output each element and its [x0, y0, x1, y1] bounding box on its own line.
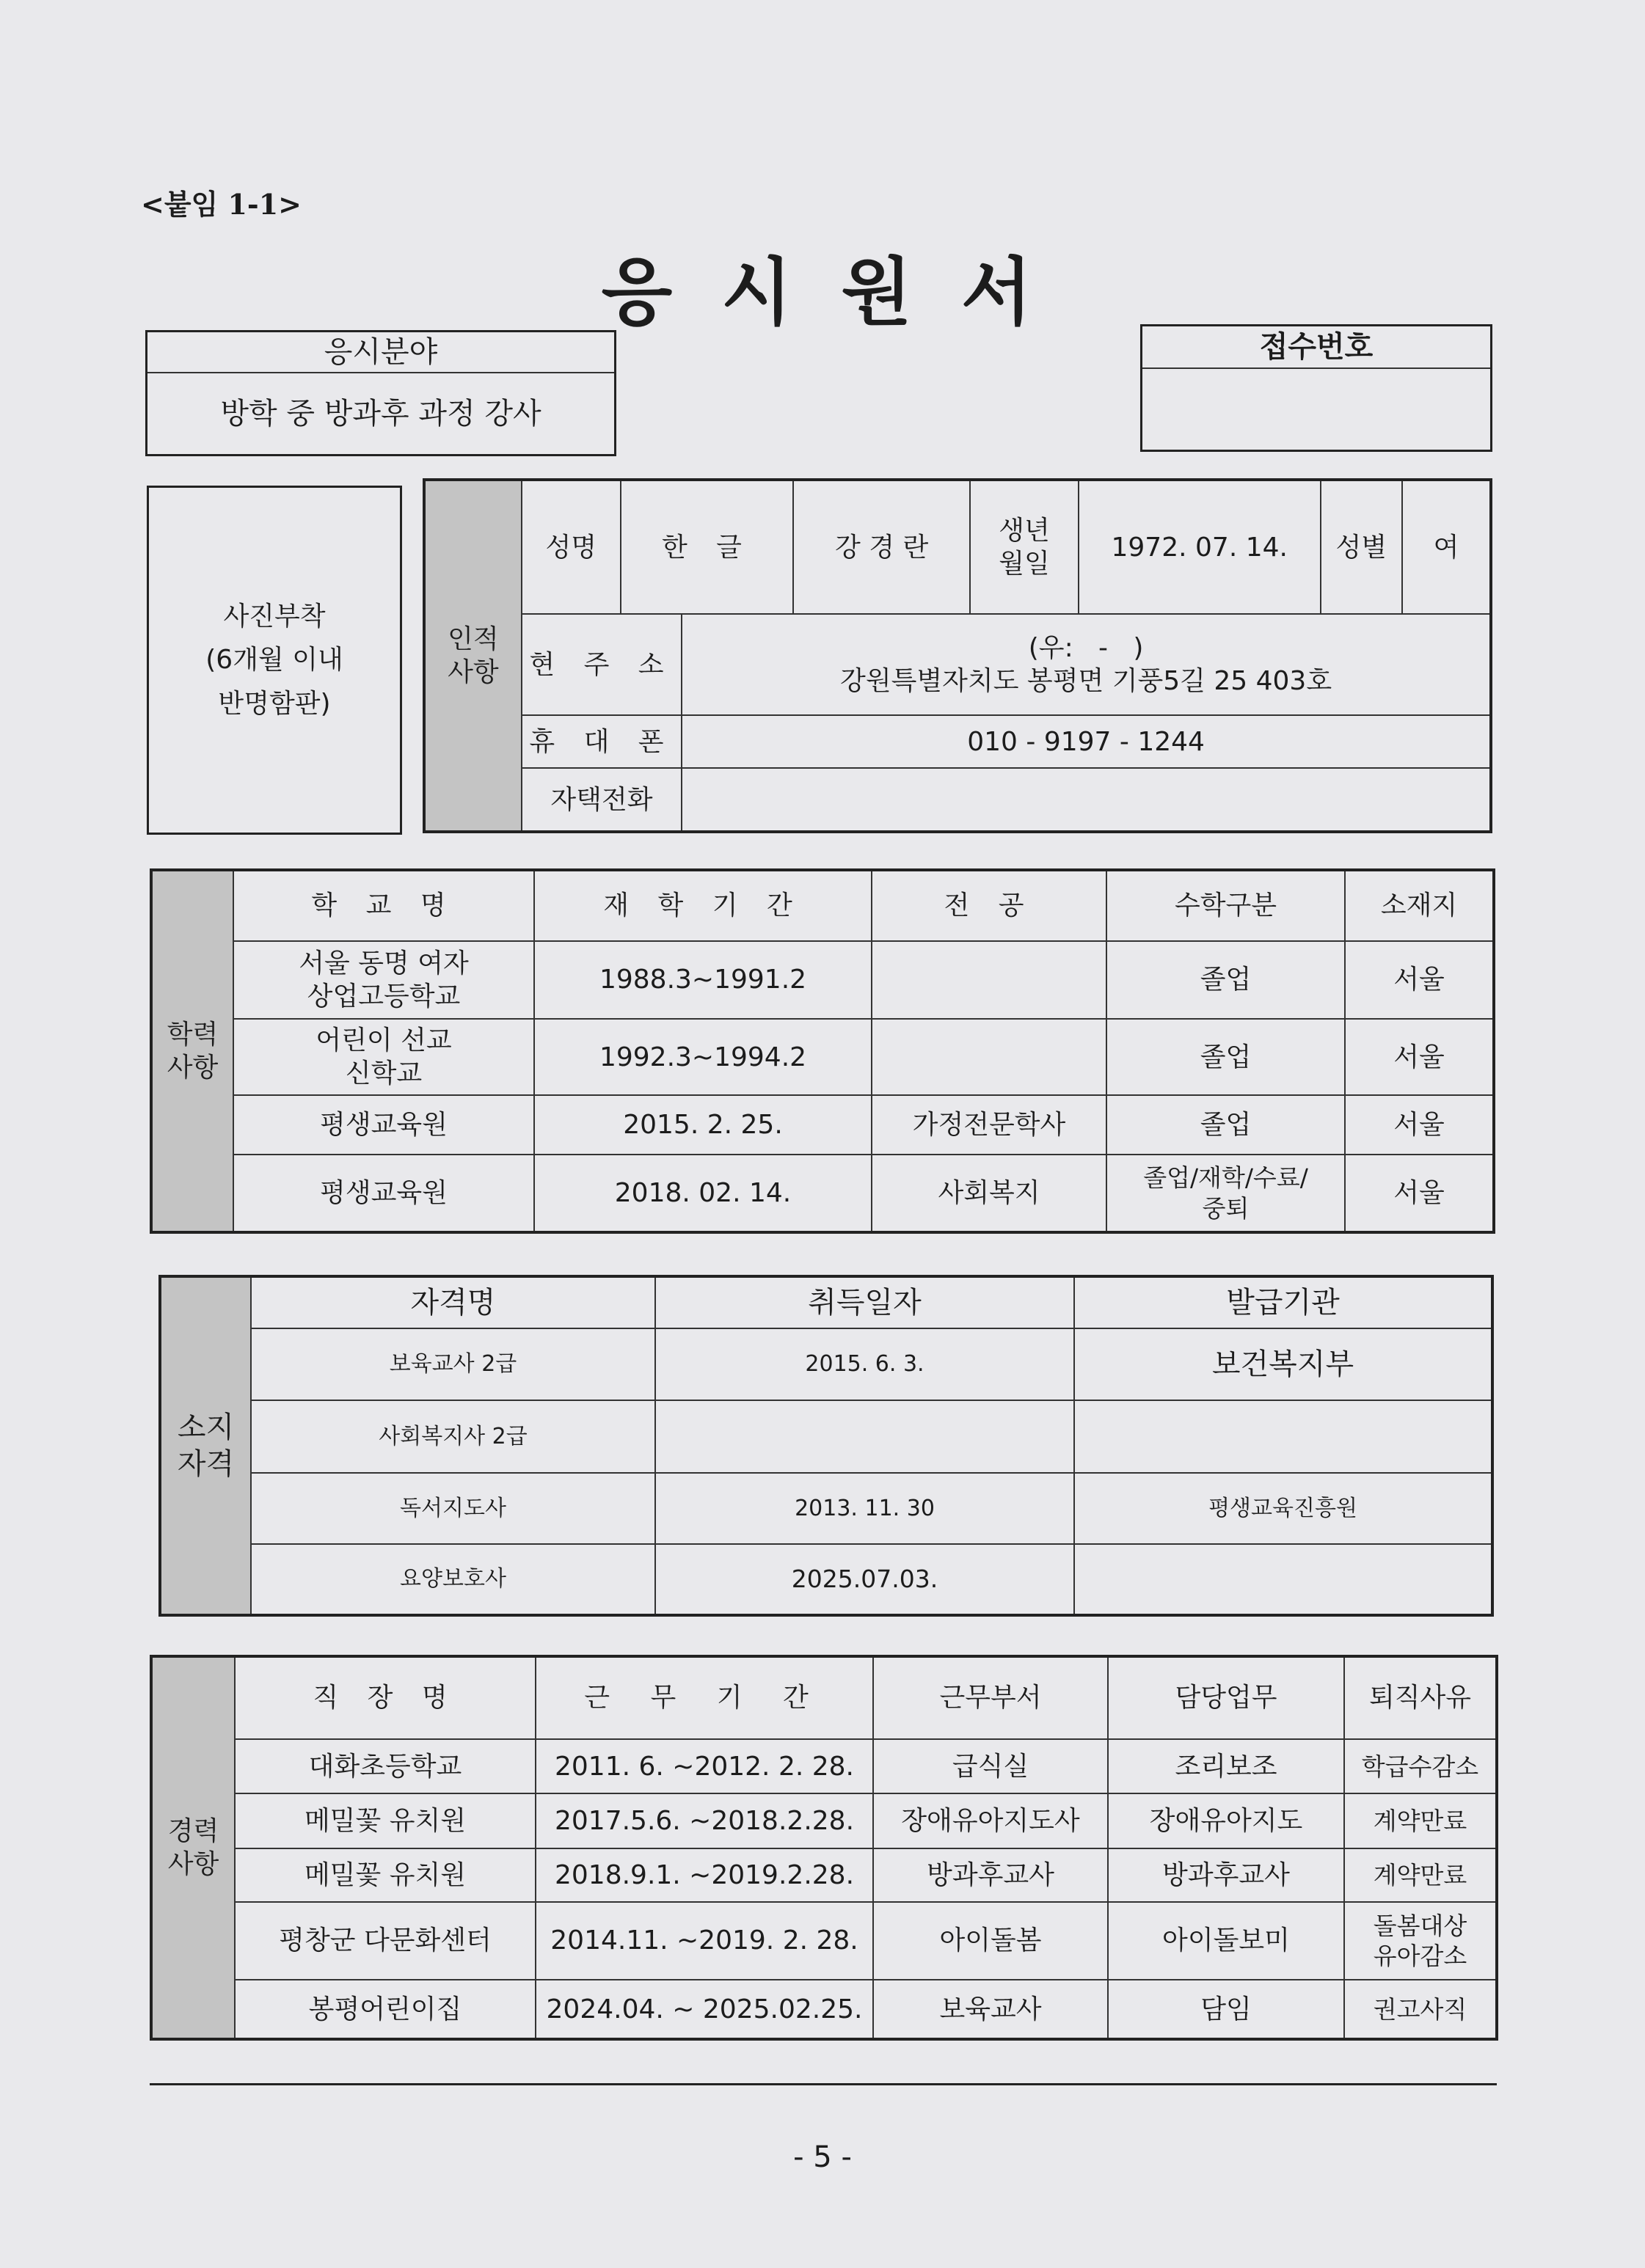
hangul-label: 한 글 — [621, 480, 794, 614]
career-header: 근 무 기 간 — [536, 1656, 873, 1739]
work-department: 방과후교사 — [873, 1848, 1108, 1902]
study-period: 2015. 2. 25. — [534, 1095, 872, 1155]
education-section-label: 학력 사항 — [151, 870, 233, 1232]
study-period: 1992.3~1994.2 — [534, 1019, 872, 1096]
work-period: 2014.11. ~2019. 2. 28. — [536, 1902, 873, 1980]
study-status: 졸업 — [1106, 1095, 1345, 1155]
education-table — [150, 868, 1495, 1234]
career-table — [150, 1655, 1498, 2041]
work-duty: 아이돌보미 — [1108, 1902, 1344, 1980]
license-date — [655, 1400, 1074, 1473]
school-name: 어린이 선교 신학교 — [233, 1019, 534, 1096]
license-header: 자격명 — [251, 1276, 655, 1328]
application-field-label: 응시분야 — [147, 332, 614, 373]
leave-reason: 계약만료 — [1344, 1848, 1497, 1902]
table-row — [151, 1739, 1497, 1794]
mobile-value: 010 - 9197 - 1244 — [682, 715, 1491, 768]
postal-code: (우: - ) — [1028, 633, 1144, 663]
education-header: 재 학 기 간 — [534, 870, 872, 941]
school-name: 평생교육원 — [233, 1095, 534, 1155]
work-period: 2011. 6. ~2012. 2. 28. — [536, 1739, 873, 1794]
work-department: 장애유아지도사 — [873, 1793, 1108, 1848]
license-issuer: 보건복지부 — [1074, 1328, 1492, 1401]
school-name: 서울 동명 여자 상업고등학교 — [233, 941, 534, 1019]
license-header: 취득일자 — [655, 1276, 1074, 1328]
sex-label: 성별 — [1321, 480, 1402, 614]
study-status: 졸업 — [1106, 1019, 1345, 1096]
table-row — [160, 1544, 1492, 1615]
license-header: 발급기관 — [1074, 1276, 1492, 1328]
school-location: 서울 — [1345, 1095, 1494, 1155]
major — [872, 1019, 1106, 1096]
major: 가정전문학사 — [872, 1095, 1106, 1155]
table-row — [151, 1155, 1494, 1232]
attachment-label: <붙임 1-1> — [141, 188, 302, 221]
receipt-number-label: 접수번호 — [1142, 326, 1490, 369]
education-header: 전 공 — [872, 870, 1106, 941]
school-location: 서울 — [1345, 1155, 1494, 1232]
birth-value: 1972. 07. 14. — [1079, 480, 1321, 614]
work-period: 2018.9.1. ~2019.2.28. — [536, 1848, 873, 1902]
document-title: 응 시 원 서 — [601, 249, 1044, 335]
page-number: - 5 - — [793, 2140, 852, 2174]
table-row — [151, 1980, 1497, 2039]
receipt-number-box — [1140, 324, 1492, 452]
study-status: 졸업 — [1106, 941, 1345, 1019]
license-issuer — [1074, 1544, 1492, 1615]
workplace-name: 메밀꽃 유치원 — [235, 1793, 536, 1848]
work-department: 아이돌봄 — [873, 1902, 1108, 1980]
work-duty: 장애유아지도 — [1108, 1793, 1344, 1848]
licenses-section-label: 소지 자격 — [160, 1276, 251, 1615]
workplace-name: 봉평어린이집 — [235, 1980, 536, 2039]
career-header: 직 장 명 — [235, 1656, 536, 1739]
table-row — [151, 1848, 1497, 1902]
table-row — [151, 1095, 1494, 1155]
license-name: 독서지도사 — [251, 1473, 655, 1544]
sex-value: 여 — [1402, 480, 1491, 614]
license-issuer — [1074, 1400, 1492, 1473]
table-row — [160, 1400, 1492, 1473]
license-issuer: 평생교육진흥원 — [1074, 1473, 1492, 1544]
workplace-name: 평창군 다문화센터 — [235, 1902, 536, 1980]
license-date: 2025.07.03. — [655, 1544, 1074, 1615]
workplace-name: 메밀꽃 유치원 — [235, 1848, 536, 1902]
table-row — [160, 1473, 1492, 1544]
work-department: 보육교사 — [873, 1980, 1108, 2039]
license-name: 사회복지사 2급 — [251, 1400, 655, 1473]
leave-reason: 계약만료 — [1344, 1793, 1497, 1848]
personal-info-table — [423, 478, 1492, 833]
table-row — [151, 941, 1494, 1019]
address-cell — [682, 614, 1491, 715]
license-name: 보육교사 2급 — [251, 1328, 655, 1401]
photo-attach-box — [147, 486, 402, 835]
license-name: 요양보호사 — [251, 1544, 655, 1615]
address-value: 강원특별자치도 봉평면 기풍5길 25 403호 — [840, 666, 1332, 696]
address-label: 현 주 소 — [522, 614, 682, 715]
career-header: 담당업무 — [1108, 1656, 1344, 1739]
leave-reason: 권고사직 — [1344, 1980, 1497, 2039]
work-period: 2017.5.6. ~2018.2.28. — [536, 1793, 873, 1848]
receipt-number-value — [1142, 369, 1490, 450]
footer-divider — [150, 2083, 1497, 2085]
major: 사회복지 — [872, 1155, 1106, 1232]
name-value: 강 경 란 — [793, 480, 970, 614]
personal-section-label: 인적 사항 — [424, 480, 522, 832]
table-row — [160, 1328, 1492, 1401]
education-header: 수학구분 — [1106, 870, 1345, 941]
work-period: 2024.04. ~ 2025.02.25. — [536, 1980, 873, 2039]
table-row — [151, 1793, 1497, 1848]
work-duty: 담임 — [1108, 1980, 1344, 2039]
license-date: 2013. 11. 30 — [655, 1473, 1074, 1544]
education-header: 소재지 — [1345, 870, 1494, 941]
name-label: 성명 — [522, 480, 621, 614]
career-section-label: 경력 사항 — [151, 1656, 235, 2039]
career-header: 퇴직사유 — [1344, 1656, 1497, 1739]
work-duty: 방과후교사 — [1108, 1848, 1344, 1902]
application-field-value: 방학 중 방과후 과정 강사 — [220, 397, 541, 431]
table-row — [151, 1902, 1497, 1980]
application-field-box — [145, 330, 616, 456]
work-duty: 조리보조 — [1108, 1739, 1344, 1794]
leave-reason: 학급수감소 — [1344, 1739, 1497, 1794]
mobile-label: 휴 대 폰 — [522, 715, 682, 768]
study-status: 졸업/재학/수료/ 중퇴 — [1106, 1155, 1345, 1232]
photo-instructions: 사진부착 (6개월 이내 반명함판) — [205, 601, 343, 719]
home-phone-label: 자택전화 — [522, 768, 682, 832]
school-location: 서울 — [1345, 941, 1494, 1019]
work-department: 급식실 — [873, 1739, 1108, 1794]
major — [872, 941, 1106, 1019]
table-row — [151, 1019, 1494, 1096]
school-name: 평생교육원 — [233, 1155, 534, 1232]
workplace-name: 대화초등학교 — [235, 1739, 536, 1794]
education-header: 학 교 명 — [233, 870, 534, 941]
birth-label: 생년 월일 — [970, 480, 1079, 614]
licenses-table — [158, 1275, 1494, 1617]
study-period: 1988.3~1991.2 — [534, 941, 872, 1019]
school-location: 서울 — [1345, 1019, 1494, 1096]
license-date: 2015. 6. 3. — [655, 1328, 1074, 1401]
home-phone-value — [682, 768, 1491, 832]
leave-reason: 돌봄대상 유아감소 — [1344, 1902, 1497, 1980]
study-period: 2018. 02. 14. — [534, 1155, 872, 1232]
career-header: 근무부서 — [873, 1656, 1108, 1739]
